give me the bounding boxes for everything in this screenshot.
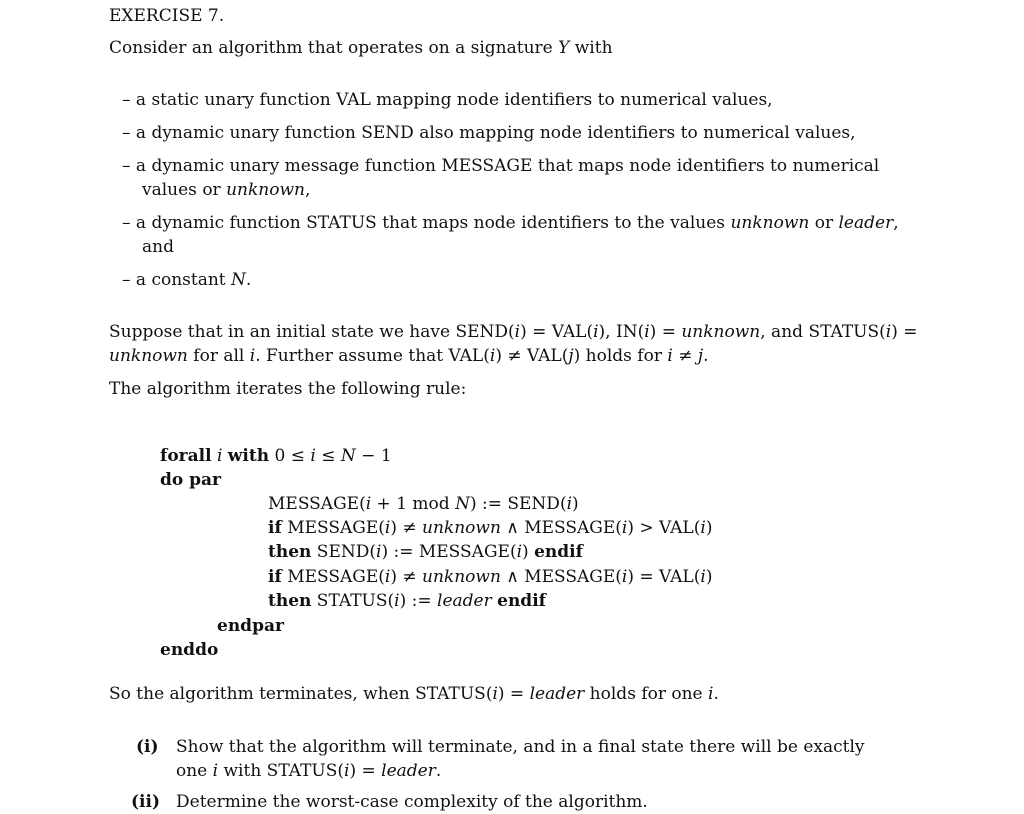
bullet-item: – a static unary function VAL mapping node identifiers to numerical values, (122, 90, 773, 110)
suppose-paragraph-line2: unknown for all i. Further assume that VAL(i) ≠ VAL(j) holds for i ≠ j. (109, 346, 709, 366)
bullet-item-continuation: and (142, 237, 174, 257)
algo-forall-line: forall i with 0 ≤ i ≤ N − 1 (160, 446, 392, 466)
algo-dopar-line: do par (160, 470, 222, 490)
question-label: (i) (136, 737, 159, 757)
bullet-item: – a constant N. (122, 270, 252, 290)
algo-message-assign: MESSAGE(i + 1 mod N) := SEND(i) (268, 494, 579, 514)
question-text-continuation: one i with STATUS(i) = leader. (176, 761, 442, 781)
exercise-title: EXERCISE 7. (109, 6, 225, 26)
bullet-item-continuation: values or unknown, (142, 180, 311, 200)
suppose-paragraph: Suppose that in an initial state we have SEND(i) = VAL(i), IN(i) = unknown, and STATUS(i) = (109, 322, 918, 342)
algo-then-line-1: then SEND(i) := MESSAGE(i) endif (268, 542, 583, 562)
bullet-item: – a dynamic unary message function MESSAGE that maps node identifiers to numerical (122, 156, 880, 176)
bullet-item: – a dynamic unary function SEND also mapping node identifiers to numerical values, (122, 123, 856, 143)
question-text: Determine the worst-case complexity of the algorithm. (176, 792, 648, 812)
question-label: (ii) (131, 792, 161, 812)
bullet-item: – a dynamic function STATUS that maps node identifiers to the values unknown or leader, (122, 213, 899, 233)
question-text: Show that the algorithm will terminate, and in a final state there will be exactly (176, 737, 865, 757)
algo-enddo-line: enddo (160, 640, 219, 660)
algo-then-line-2: then STATUS(i) := leader endif (268, 591, 546, 611)
algo-endpar-line: endpar (217, 616, 284, 636)
iterates-text: The algorithm iterates the following rule: (109, 379, 467, 399)
intro-paragraph: Consider an algorithm that operates on a signature Υ with (109, 38, 613, 58)
algo-if-line-1: if MESSAGE(i) ≠ unknown ∧ MESSAGE(i) > VAL(i) (268, 518, 713, 538)
algo-if-line-2: if MESSAGE(i) ≠ unknown ∧ MESSAGE(i) = VAL(i) (268, 567, 713, 587)
terminates-text: So the algorithm terminates, when STATUS(i) = leader holds for one i. (109, 684, 719, 704)
